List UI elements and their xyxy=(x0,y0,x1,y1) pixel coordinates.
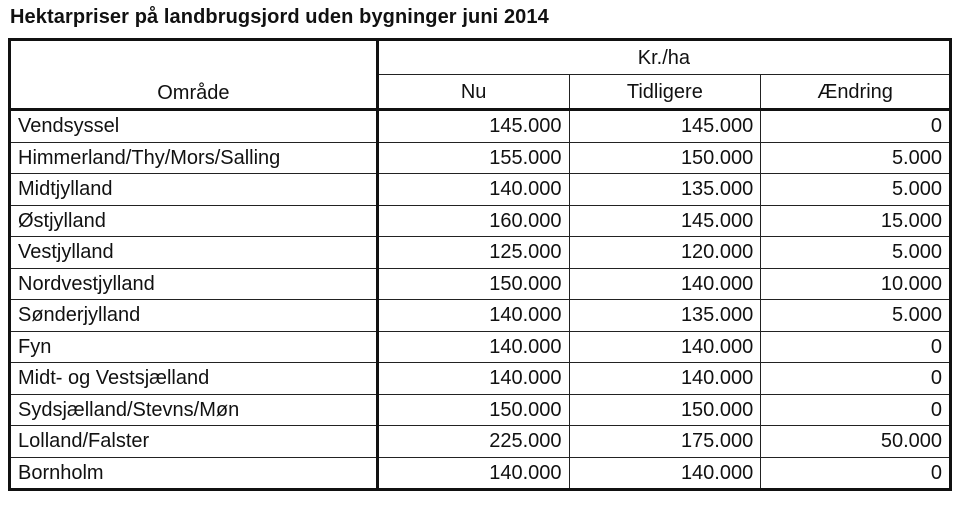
table-row xyxy=(10,426,951,458)
cell-aendring: 5.000 xyxy=(761,300,951,332)
cell-area: Østjylland xyxy=(10,205,378,237)
cell-aendring: 0 xyxy=(761,457,951,490)
cell-aendring: 10.000 xyxy=(761,268,951,300)
cell-area: Midtjylland xyxy=(10,174,378,206)
header-area: Område xyxy=(10,40,378,110)
table-row xyxy=(10,457,951,490)
cell-nu: 140.000 xyxy=(377,331,569,363)
table-row xyxy=(10,300,951,332)
cell-tidligere: 140.000 xyxy=(569,457,761,490)
cell-tidligere: 175.000 xyxy=(569,426,761,458)
cell-tidligere: 150.000 xyxy=(569,394,761,426)
cell-area: Bornholm xyxy=(10,457,378,490)
cell-tidligere: 145.000 xyxy=(569,110,761,143)
cell-nu: 150.000 xyxy=(377,268,569,300)
header-nu: Nu xyxy=(377,75,569,110)
header-aendring: Ændring xyxy=(761,75,951,110)
cell-aendring: 5.000 xyxy=(761,237,951,269)
cell-aendring: 0 xyxy=(761,394,951,426)
cell-aendring: 5.000 xyxy=(761,174,951,206)
table-row xyxy=(10,142,951,174)
cell-nu: 155.000 xyxy=(377,142,569,174)
table-title: Hektarpriser på landbrugsjord uden bygninger juni 2014 xyxy=(10,6,549,28)
cell-area: Vendsyssel xyxy=(10,110,378,143)
cell-nu: 150.000 xyxy=(377,394,569,426)
table-row xyxy=(10,268,951,300)
cell-tidligere: 135.000 xyxy=(569,174,761,206)
cell-area: Himmerland/Thy/Mors/Salling xyxy=(10,142,378,174)
cell-area: Sydsjælland/Stevns/Møn xyxy=(10,394,378,426)
table-row xyxy=(10,110,951,143)
cell-area: Nordvestjylland xyxy=(10,268,378,300)
cell-nu: 145.000 xyxy=(377,110,569,143)
table-row xyxy=(10,174,951,206)
header-group-kr-ha: Kr./ha xyxy=(377,40,950,75)
cell-aendring: 0 xyxy=(761,363,951,395)
header-tidligere: Tidligere xyxy=(569,75,761,110)
cell-area: Lolland/Falster xyxy=(10,426,378,458)
cell-aendring: 0 xyxy=(761,110,951,143)
cell-aendring: 5.000 xyxy=(761,142,951,174)
cell-aendring: 50.000 xyxy=(761,426,951,458)
table-row xyxy=(10,205,951,237)
cell-tidligere: 140.000 xyxy=(569,331,761,363)
cell-tidligere: 140.000 xyxy=(569,363,761,395)
cell-area: Sønderjylland xyxy=(10,300,378,332)
cell-aendring: 15.000 xyxy=(761,205,951,237)
table-row xyxy=(10,363,951,395)
table-row xyxy=(10,237,951,269)
cell-tidligere: 135.000 xyxy=(569,300,761,332)
price-table xyxy=(8,38,952,491)
cell-aendring: 0 xyxy=(761,331,951,363)
cell-nu: 140.000 xyxy=(377,174,569,206)
cell-nu: 140.000 xyxy=(377,363,569,395)
cell-tidligere: 150.000 xyxy=(569,142,761,174)
cell-area: Vestjylland xyxy=(10,237,378,269)
cell-tidligere: 120.000 xyxy=(569,237,761,269)
cell-nu: 160.000 xyxy=(377,205,569,237)
cell-area: Fyn xyxy=(10,331,378,363)
cell-nu: 140.000 xyxy=(377,300,569,332)
cell-tidligere: 140.000 xyxy=(569,268,761,300)
cell-nu: 125.000 xyxy=(377,237,569,269)
cell-nu: 225.000 xyxy=(377,426,569,458)
table-row xyxy=(10,331,951,363)
cell-area: Midt- og Vestsjælland xyxy=(10,363,378,395)
cell-nu: 140.000 xyxy=(377,457,569,490)
table-row xyxy=(10,394,951,426)
cell-tidligere: 145.000 xyxy=(569,205,761,237)
